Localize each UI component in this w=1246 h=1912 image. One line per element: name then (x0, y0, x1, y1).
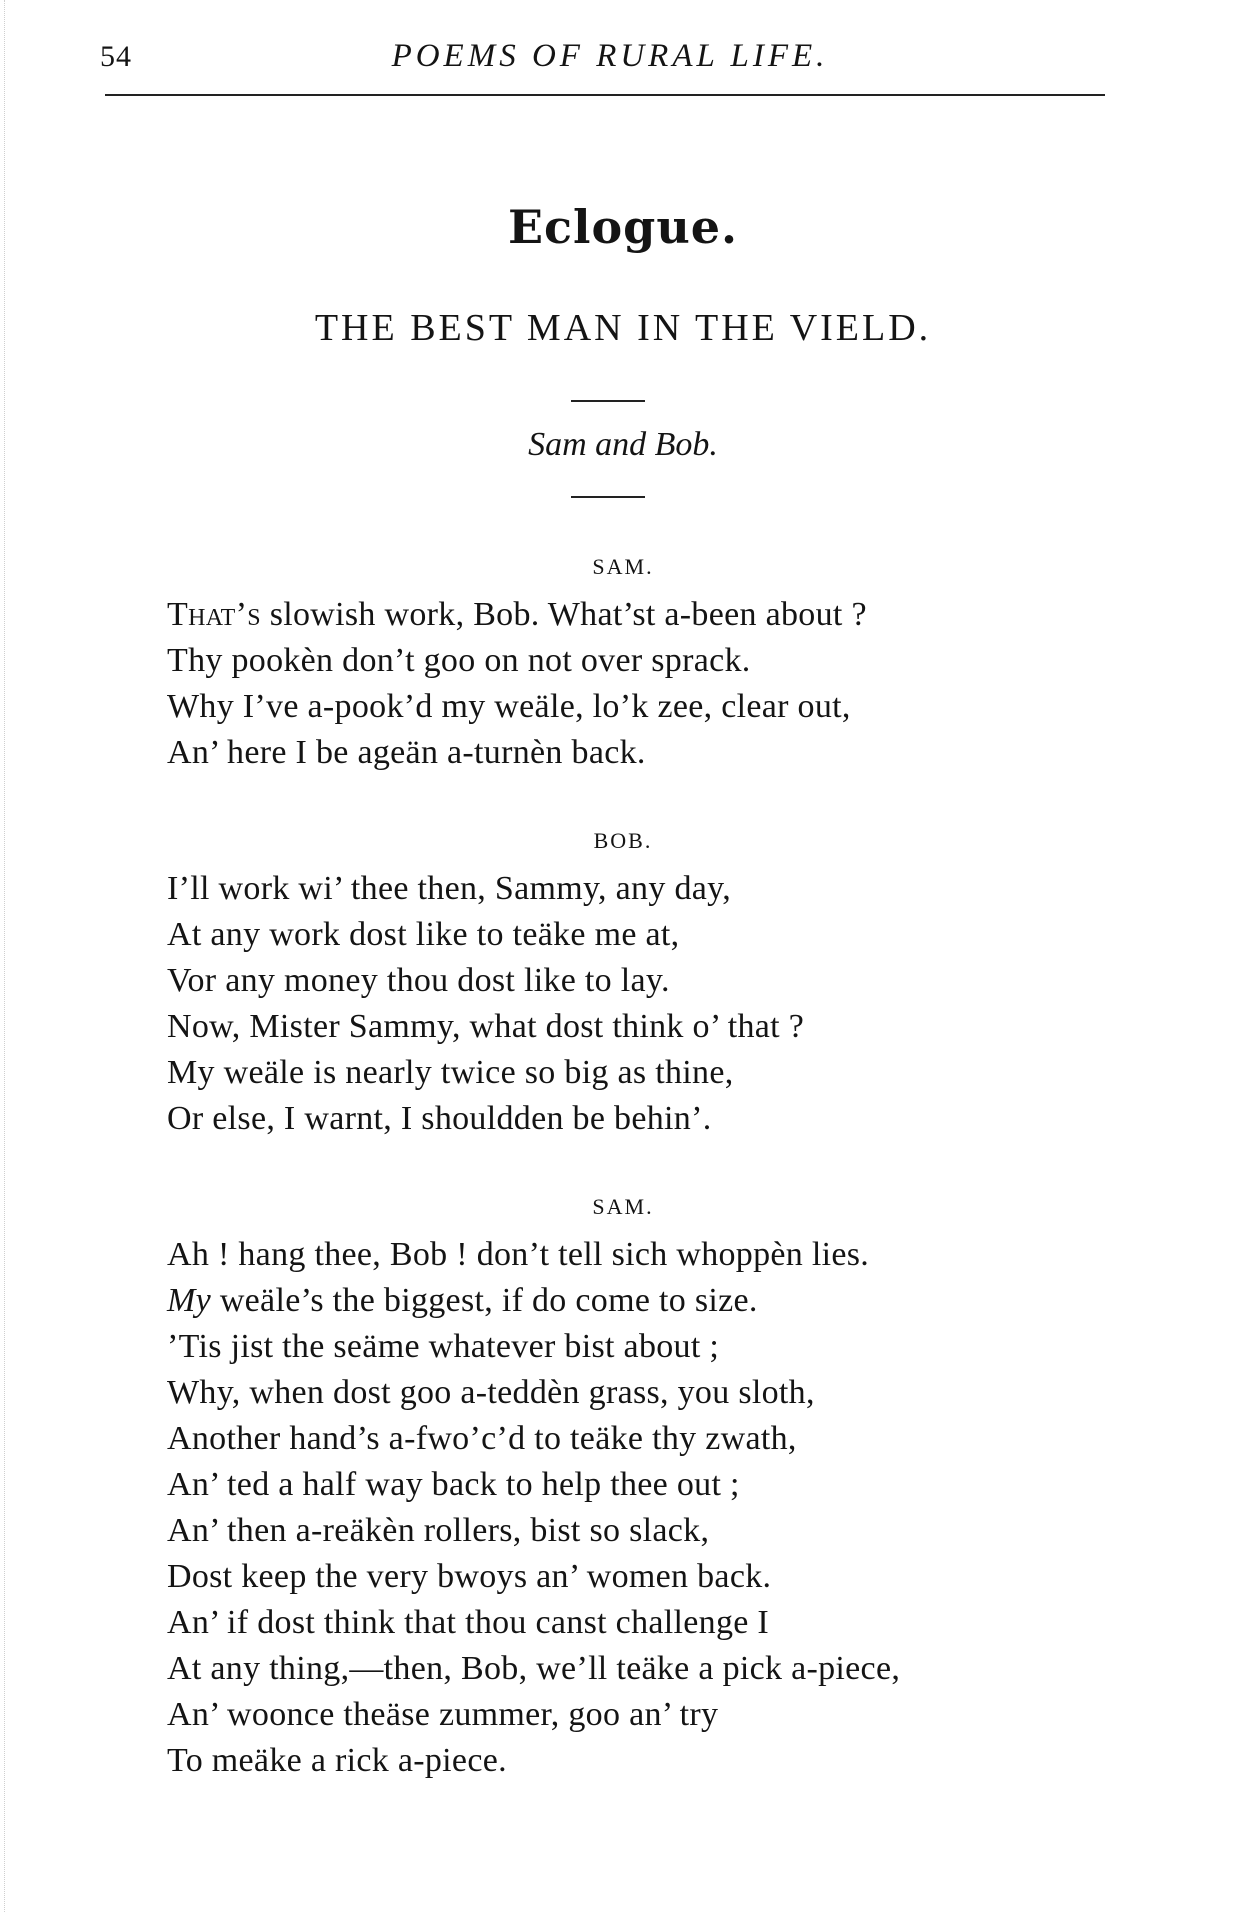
section-heading: Eclogue. (507, 200, 739, 254)
first-word: That’s (167, 596, 261, 633)
speaker-label: SAM. (592, 554, 654, 579)
verse-line: Another hand’s a-fwo’c’d to teäke thy zwath, (167, 1420, 797, 1457)
speaker-label: BOB. (593, 828, 653, 853)
title-divider-top (571, 400, 645, 402)
running-title: POEMS OF RURAL LIFE. (391, 38, 829, 74)
poem-title: THE BEST MAN IN THE VIELD. (314, 307, 932, 349)
verse-line: Now, Mister Sammy, what dost think o’ that ? (167, 1008, 805, 1045)
scan-edge (4, 0, 5, 1912)
verse-line: Dost keep the very bwoys an’ women back. (167, 1558, 772, 1595)
title-divider-bottom (571, 496, 645, 498)
stanza-bob (167, 866, 1127, 1142)
verse-line: At any work dost like to teäke me at, (167, 916, 680, 953)
verse-line: My weäle is nearly twice so big as thine, (167, 1054, 734, 1091)
verse-line: ’Tis jist the seäme whatever bist about ; (167, 1328, 720, 1365)
verse-line: An’ ted a half way back to help thee out ; (167, 1466, 740, 1503)
italic-line-rest: weäle’s the biggest, if do come to size. (211, 1282, 758, 1319)
verse-line (167, 1278, 1127, 1324)
verse-line: I’ll work wi’ thee then, Sammy, any day, (167, 870, 732, 907)
verse-line: An’ then a-reäkèn rollers, bist so slack, (167, 1512, 710, 1549)
page-number: 54 (100, 40, 132, 73)
verse-line: An’ here I be ageän a-turnèn back. (167, 734, 646, 771)
verse-line: Why, when dost goo a-teddèn grass, you sloth, (167, 1374, 815, 1411)
verse-line: Or else, I warnt, I shouldden be behin’. (167, 1100, 712, 1137)
verse-line: Vor any money thou dost like to lay. (167, 962, 670, 999)
stanza-sam-2 (167, 1232, 1127, 1784)
verse-line: At any thing,—then, Bob, we’ll teäke a pick a-piece, (167, 1650, 901, 1687)
verse-line: Ah ! hang thee, Bob ! don’t tell sich whoppèn lies. (167, 1236, 870, 1273)
verse-line: An’ woonce theäse zummer, goo an’ try (167, 1696, 719, 1733)
verse-line: An’ if dost think that thou canst challenge I (167, 1604, 770, 1641)
stanza-sam-1 (167, 592, 1127, 776)
first-line-rest: slowish work, Bob. What’st a-been about ? (260, 596, 867, 633)
speaker-label: SAM. (592, 1194, 654, 1219)
verse-line (167, 592, 1127, 638)
characters-line: Sam and Bob. (528, 426, 718, 463)
italic-word: My (167, 1282, 212, 1319)
verse-line: To meäke a rick a-piece. (167, 1742, 507, 1779)
header-rule (105, 94, 1105, 96)
verse-line: Why I’ve a-pook’d my weäle, lo’k zee, clear out, (167, 688, 851, 725)
verse-line: Thy pookèn don’t goo on not over sprack. (167, 642, 751, 679)
